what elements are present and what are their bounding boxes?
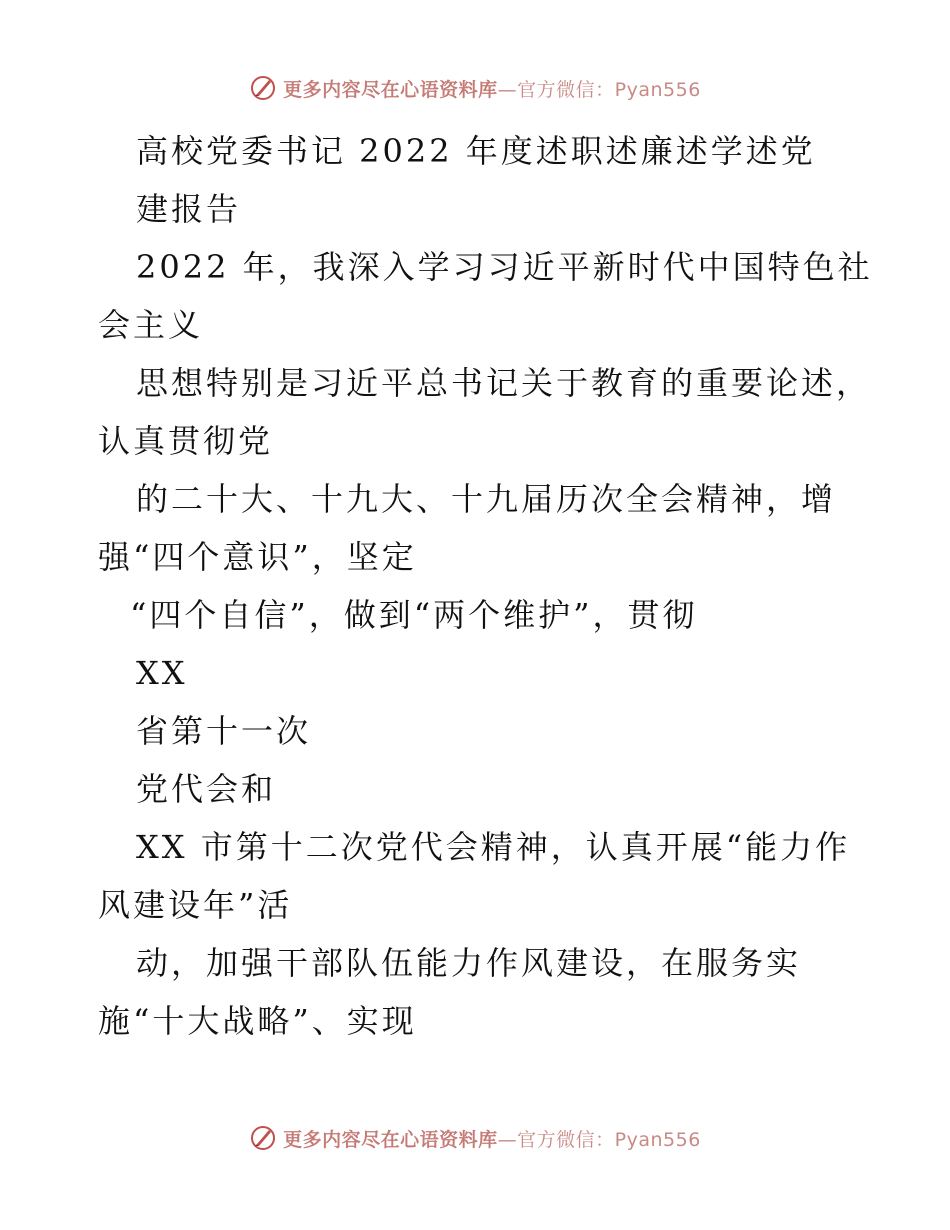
text-line: 会主义 — [98, 306, 204, 344]
text-line: 风建设年”活 — [98, 886, 293, 924]
watermark-text: 更多内容尽在心语资料库—官方微信：Pyan556 — [283, 1128, 701, 1151]
text-line: 省第十一次 — [136, 712, 312, 750]
footer-watermark — [0, 1124, 950, 1152]
text-line: 动，加强干部队伍能力作风建设，在服务实 — [136, 944, 802, 982]
text-line: 党代会和 — [136, 770, 277, 808]
header-watermark — [0, 74, 950, 102]
document-body — [0, 122, 950, 1050]
text-line: 强“四个意识”，坚定 — [98, 538, 417, 576]
text-line: 思想特别是习近平总书记关于教育的重要论述， — [136, 364, 872, 402]
text-line: XX — [136, 654, 188, 692]
text-line: XX 市第十二次党代会精神，认真开展“能力作 — [136, 828, 851, 866]
quill-logo-icon — [249, 74, 277, 102]
text-line: 2022 年，我深入学习习近平新时代中国特色社 — [136, 248, 873, 286]
text-line: 认真贯彻党 — [98, 422, 274, 460]
text-line: “四个自信”，做到“两个维护”，贯彻 — [130, 596, 698, 634]
quill-logo-icon — [249, 1124, 277, 1152]
watermark-text: 更多内容尽在心语资料库—官方微信：Pyan556 — [283, 78, 701, 101]
text-line: 建报告 — [136, 190, 242, 228]
text-line: 的二十大、十九大、十九届历次全会精神，增 — [136, 480, 837, 518]
text-line: 施“十大战略”、实现 — [98, 1002, 417, 1040]
text-line: 高校党委书记 2022 年度述职述廉述学述党 — [136, 132, 816, 170]
